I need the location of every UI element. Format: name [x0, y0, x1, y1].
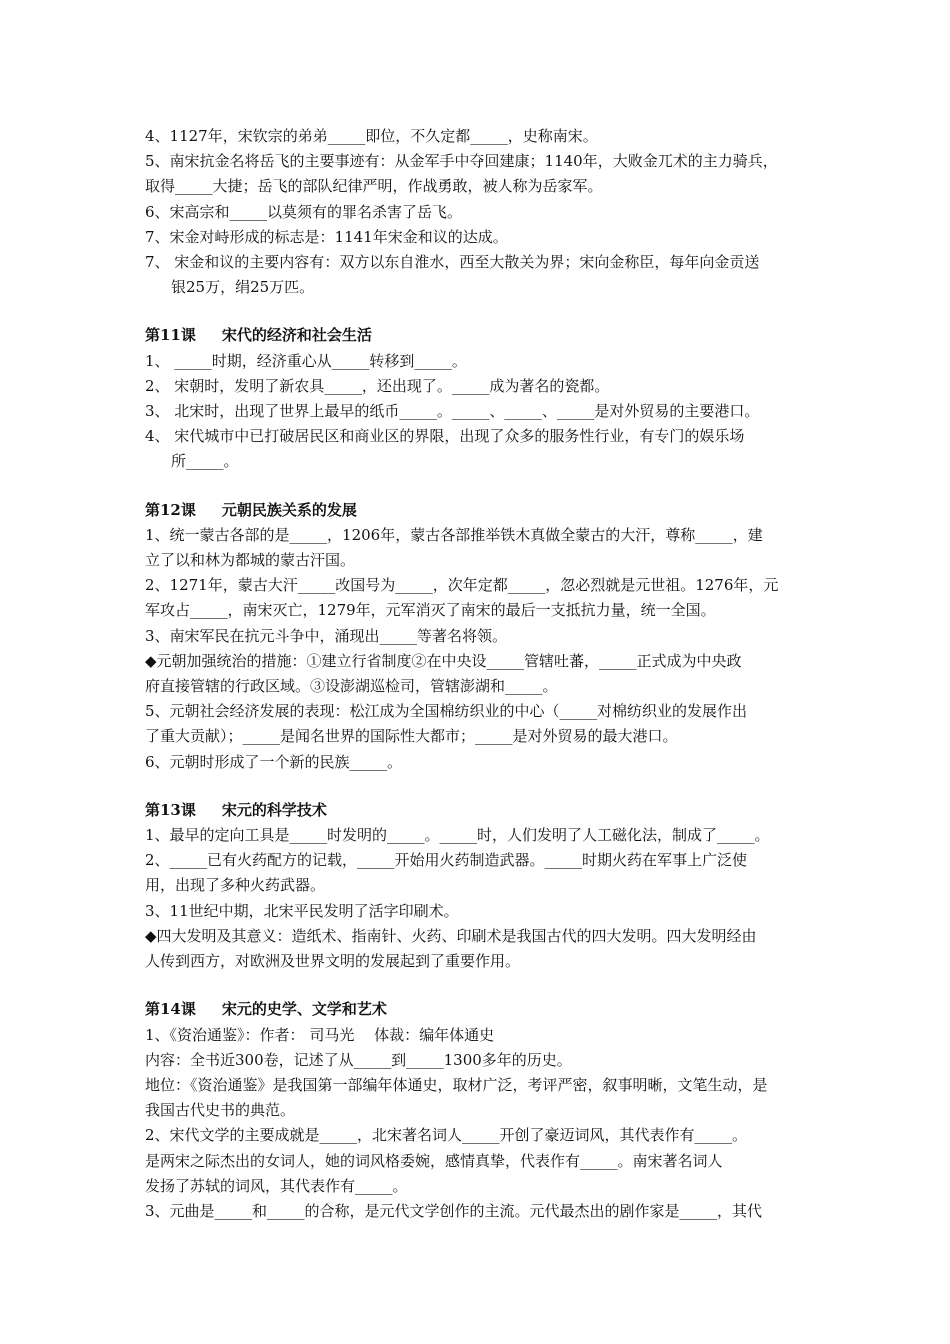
- text-line: 了重大贡献）；_____是闻名世界的国际性大都市；_____是对外贸易的最大港口。: [145, 727, 678, 746]
- lesson-number: 第11课: [145, 326, 196, 345]
- text-line: 取得_____大捷；岳飞的部队纪律严明，作战勇敢，被人称为岳家军。: [145, 177, 603, 196]
- text-line: 2、 宋朝时，发明了新农具_____，还出现了。_____成为著名的瓷都。: [145, 376, 610, 395]
- section-gap: [145, 974, 811, 997]
- text-line: 2、宋代文学的主要成就是_____，北宋著名词人_____开创了豪迈词风，其代表作有_____。: [145, 1126, 748, 1145]
- text-line: 是两宋之际杰出的女词人，她的词风格委婉，感情真挚，代表作有_____。南宋著名词人: [145, 1151, 723, 1170]
- lesson-section: [145, 124, 811, 300]
- lesson-section: [145, 798, 811, 974]
- lesson-number: 第12课: [145, 500, 196, 519]
- text-line: 军攻占_____，南宋灭亡，1279年，元军消灭了南宋的最后一支抵抗力量，统一全国。: [145, 601, 716, 620]
- text-line: 3、元曲是_____和_____的合称，是元代文学创作的主流。元代最杰出的剧作家是_____，其代: [145, 1201, 763, 1220]
- text-line: 7、宋金对峙形成的标志是：1141年宋金和议的达成。: [145, 227, 508, 246]
- text-line: 2、1271年，蒙古大汗_____改国号为_____，次年定都_____，忽必烈就是元世祖。1276年，元: [145, 576, 779, 595]
- text-line: 4、1127年，宋钦宗的弟弟_____即位，不久定都_____，史称南宋。: [145, 127, 598, 145]
- text-line: 6、元朝时形成了一个新的民族_____。: [145, 752, 403, 771]
- text-line: 1、最早的定向工具是_____时发明的_____。_____时，人们发明了人工磁化法，制成了_____。: [145, 826, 770, 845]
- text-line: 5、南宋抗金名将岳飞的主要事迹有：从金军手中夺回建康；1140年，大败金兀术的主力骑兵，: [145, 152, 778, 171]
- text-line: ◆元朝加强统治的措施：①建立行省制度②在中央设_____管辖吐蕃，_____正式成为中央政: [145, 651, 742, 670]
- text-line: 6、宋高宗和_____以莫须有的罪名杀害了岳飞。: [145, 202, 463, 221]
- text-line: 4、 宋代城市中已打破居民区和商业区的界限，出现了众多的服务性行业，有专门的娱乐场: [145, 427, 745, 446]
- lesson-heading: [145, 997, 811, 1022]
- lesson-section: [145, 997, 811, 1224]
- text-line: ◆四大发明及其意义：造纸术、指南针、火药、印刷术是我国古代的四大发明。四大发明经由: [145, 926, 757, 945]
- lesson-title: 宋元的科学技术: [221, 800, 327, 819]
- lesson-section: [145, 498, 811, 775]
- text-line: 7、 宋金和议的主要内容有：双方以东自淮水，西至大散关为界；宋向金称臣，每年向金贡送: [145, 253, 760, 272]
- text-line: 发扬了苏轼的词风，其代表作有_____。: [145, 1176, 408, 1195]
- text-line: 我国古代史书的典范。: [145, 1101, 296, 1120]
- section-gap: [145, 475, 811, 498]
- text-line: 1、《资治通鉴》：作者： 司马光 体裁：编年体通史: [145, 1025, 495, 1044]
- text-line: 1、统一蒙古各部的是_____，1206年，蒙古各部推举铁木真做全蒙古的大汗，尊称_____，建: [145, 525, 763, 544]
- lesson-number: 第13课: [145, 800, 196, 819]
- text-line: 所_____。: [171, 452, 239, 471]
- text-line: 地位：《资治通鉴》是我国第一部编年体通史，取材广泛，考评严密，叙事明晰，文笔生动，是: [145, 1075, 768, 1094]
- lesson-heading: [145, 498, 811, 523]
- text-line: 3、南宋军民在抗元斗争中，涌现出_____等著名将领。: [145, 626, 508, 645]
- lesson-title: 宋代的经济和社会生活: [221, 326, 372, 345]
- lesson-title: 元朝民族关系的发展: [221, 500, 357, 519]
- text-line: 5、元朝社会经济发展的表现：松江成为全国棉纺织业的中心（_____对棉纺织业的发展作出: [145, 702, 748, 721]
- lesson-number: 第14课: [145, 1000, 196, 1019]
- text-line: 2、_____已有火药配方的记载，_____开始用火药制造武器。_____时期火药在军事上广泛使: [145, 851, 748, 870]
- lesson-section: [145, 323, 811, 474]
- text-line: 银25万，绢25万匹。: [171, 278, 315, 297]
- section-gap: [145, 775, 811, 798]
- text-line: 3、 北宋时，出现了世界上最早的纸币_____。_____、_____、_____是对外贸易的主要港口。: [145, 402, 760, 421]
- lesson-heading: [145, 798, 811, 823]
- text-line: 立了以和林为都城的蒙古汗国。: [145, 551, 356, 570]
- text-line: 3、11世纪中期，北宋平民发明了活字印刷术。: [145, 901, 459, 920]
- lesson-title: 宋元的史学、文学和艺术: [221, 1000, 387, 1019]
- section-gap: [145, 300, 811, 323]
- lesson-heading: [145, 323, 811, 348]
- document-page: [145, 124, 811, 1224]
- text-line: 内容：全书近300卷，记述了从_____到_____1300多年的历史。: [145, 1050, 572, 1069]
- text-line: 用，出现了多种火药武器。: [145, 876, 326, 895]
- text-line: 府直接管辖的行政区域。③设澎湖巡检司，管辖澎湖和_____。: [145, 677, 558, 696]
- text-line: 人传到西方，对欧洲及世界文明的发展起到了重要作用。: [145, 952, 521, 971]
- text-line: 1、 _____时期，经济重心从_____转移到_____。: [145, 351, 467, 370]
